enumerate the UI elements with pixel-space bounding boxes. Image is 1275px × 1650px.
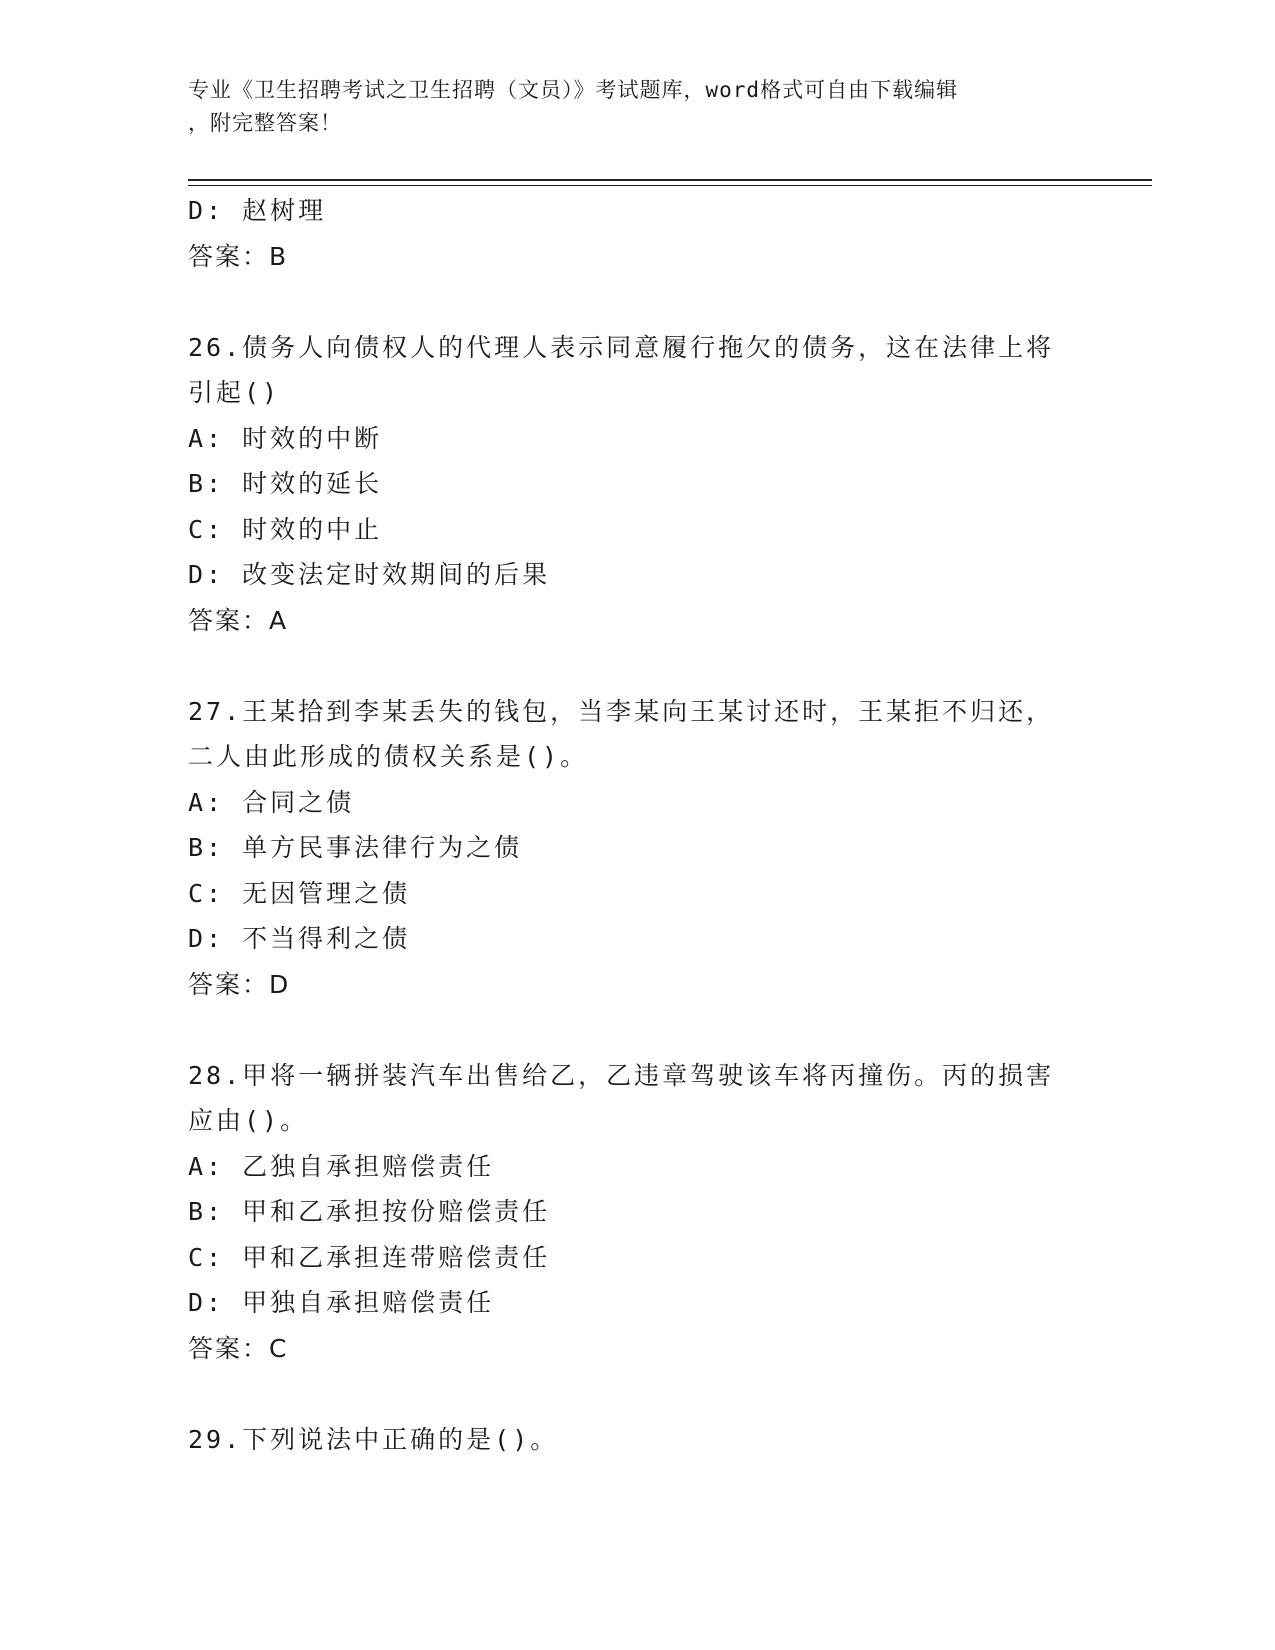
answer-line: 答案：A [188, 605, 289, 635]
question-text-cont: 应由()。 [188, 1106, 309, 1135]
answer-line: 答案：D [188, 969, 291, 999]
option-b: B: 时效的延长 [188, 469, 383, 498]
option-c: C: 时效的中止 [188, 514, 383, 544]
spacer [188, 279, 1108, 325]
question-text: 26.债务人向债权人的代理人表示同意履行拖欠的债务，这在法律上将 [188, 332, 1055, 362]
option-d: D: 赵树理 [188, 196, 327, 225]
spacer [188, 1371, 1108, 1417]
question-text: 29.下列说法中正确的是()。 [188, 1424, 559, 1454]
page-header [188, 74, 1088, 140]
option-c: C: 无因管理之债 [188, 878, 411, 908]
header-line-1: 专业《卫生招聘考试之卫生招聘（文员）》考试题库，word格式可自由下载编辑 [188, 78, 959, 102]
option-a: A: 乙独自承担赔偿责任 [188, 1151, 495, 1181]
option-a: A: 时效的中断 [188, 423, 383, 453]
option-a: A: 合同之债 [188, 787, 355, 817]
spacer [188, 643, 1108, 689]
header-divider-thin [188, 185, 1152, 186]
option-d: D: 改变法定时效期间的后果 [188, 560, 551, 589]
previous-question-tail [188, 188, 1108, 279]
question-text-cont: 二人由此形成的债权关系是()。 [188, 742, 589, 771]
question-29 [188, 1417, 1108, 1463]
option-d: D: 不当得利之债 [188, 924, 411, 953]
question-text: 27.王某拾到李某丢失的钱包，当李某向王某讨还时，王某拒不归还， [188, 696, 1055, 726]
header-line-2: ，附完整答案！ [188, 111, 342, 135]
document-body [188, 188, 1108, 1462]
option-b: B: 甲和乙承担按份赔偿责任 [188, 1197, 551, 1226]
question-28 [188, 1053, 1108, 1372]
question-26 [188, 325, 1108, 644]
header-divider-thick [188, 179, 1152, 181]
option-b: B: 单方民事法律行为之债 [188, 833, 523, 862]
answer-line: 答案：C [188, 1333, 289, 1363]
question-27 [188, 689, 1108, 1008]
answer-line: 答案：B [188, 241, 289, 271]
option-d: D: 甲独自承担赔偿责任 [188, 1288, 495, 1317]
question-text: 28.甲将一辆拼装汽车出售给乙，乙违章驾驶该车将丙撞伤。丙的损害 [188, 1060, 1055, 1090]
option-c: C: 甲和乙承担连带赔偿责任 [188, 1242, 551, 1272]
spacer [188, 1007, 1108, 1053]
question-text-cont: 引起() [188, 378, 281, 407]
